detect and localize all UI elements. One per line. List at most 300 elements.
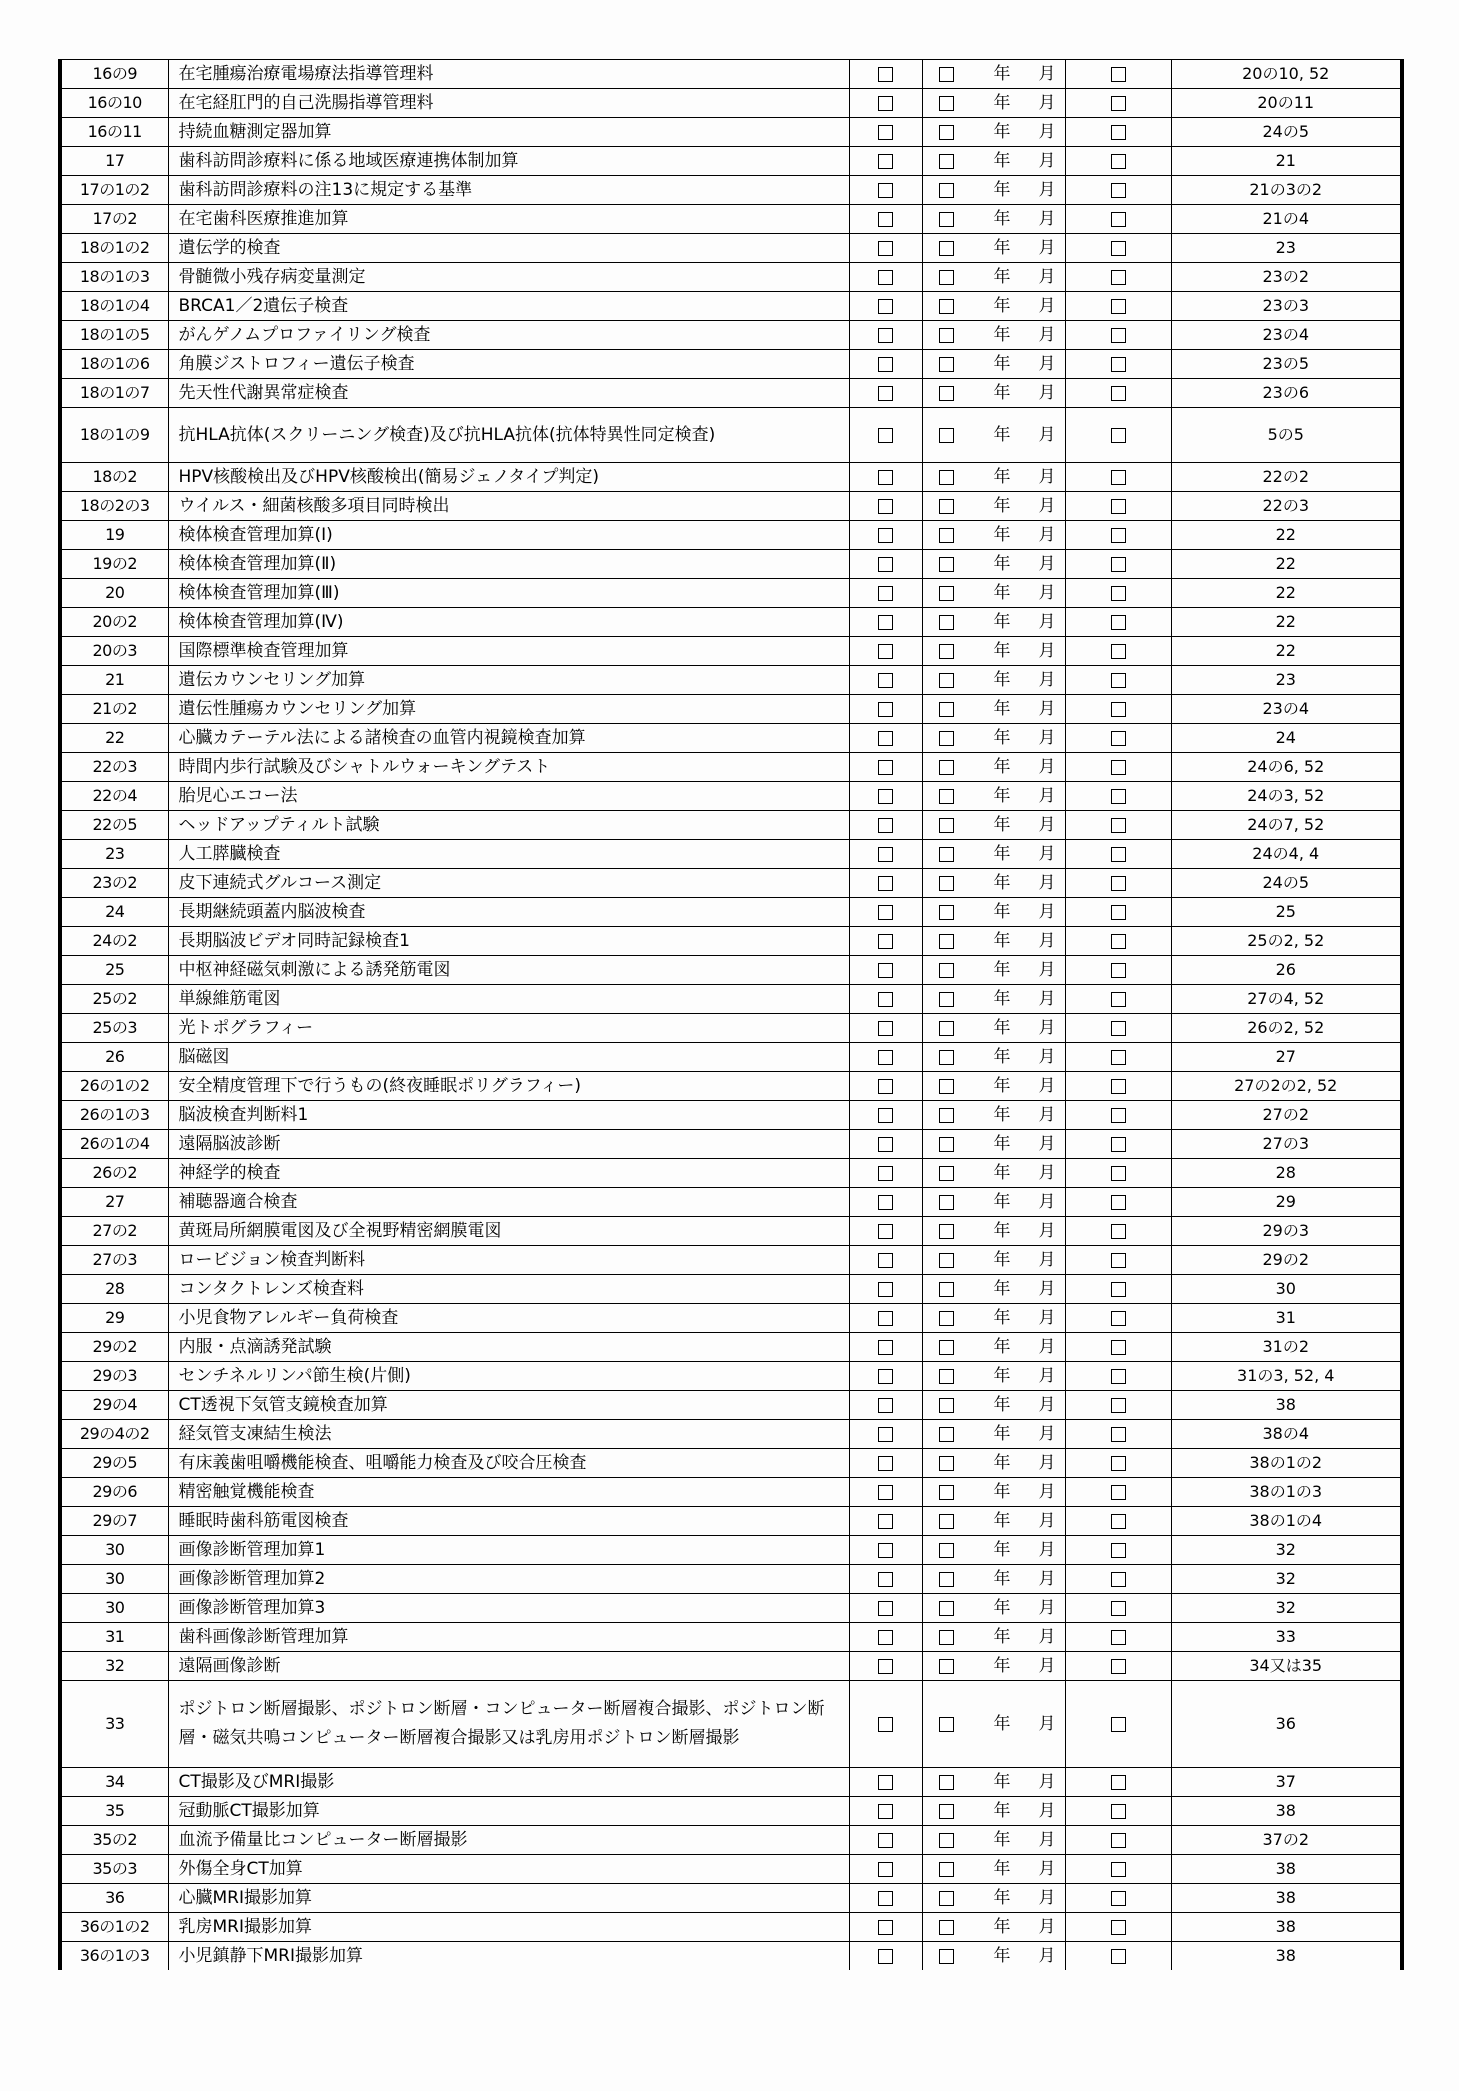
status-checkbox[interactable]	[1111, 1369, 1126, 1384]
status-checkbox[interactable]	[1111, 212, 1126, 227]
item-name: 精密触覚機能検査	[168, 1478, 849, 1507]
notified-checkbox[interactable]	[939, 386, 954, 401]
item-name: CT撮影及びMRI撮影	[168, 1768, 849, 1797]
notified-checkbox[interactable]	[939, 1311, 954, 1326]
notified-checkbox[interactable]	[939, 212, 954, 227]
applicable-checkbox[interactable]	[878, 731, 893, 746]
applicable-checkbox[interactable]	[878, 470, 893, 485]
status-checkbox[interactable]	[1111, 328, 1126, 343]
applicable-checkbox[interactable]	[878, 586, 893, 601]
item-name: 国際標準検査管理加算	[168, 637, 849, 666]
applicable-checkbox[interactable]	[878, 1079, 893, 1094]
applicable-checkbox[interactable]	[878, 992, 893, 1007]
applicable-checkbox[interactable]	[878, 1920, 893, 1935]
status-checkbox[interactable]	[1111, 1021, 1126, 1036]
form-reference: 22	[1171, 550, 1402, 579]
notified-checkbox[interactable]	[939, 615, 954, 630]
status-cell	[1065, 637, 1171, 666]
applicable-checkbox[interactable]	[878, 96, 893, 111]
status-cell	[1065, 1188, 1171, 1217]
status-checkbox[interactable]	[1111, 818, 1126, 833]
table-row	[60, 234, 1402, 263]
applicable-cell	[849, 1768, 922, 1797]
status-checkbox[interactable]	[1111, 760, 1126, 775]
item-code: 26の1の3	[60, 1101, 168, 1130]
status-cell	[1065, 1913, 1171, 1942]
notified-checkbox[interactable]	[939, 1340, 954, 1355]
notification-date-cell	[922, 869, 1065, 898]
status-checkbox[interactable]	[1111, 789, 1126, 804]
notified-checkbox[interactable]	[939, 905, 954, 920]
status-checkbox[interactable]	[1111, 1630, 1126, 1645]
form-reference: 38の1の3	[1171, 1478, 1402, 1507]
status-checkbox[interactable]	[1111, 905, 1126, 920]
table-row	[60, 1275, 1402, 1304]
item-code: 29の6	[60, 1478, 168, 1507]
table-row	[60, 1217, 1402, 1246]
status-checkbox[interactable]	[1111, 1804, 1126, 1819]
notified-checkbox[interactable]	[939, 1079, 954, 1094]
status-checkbox[interactable]	[1111, 1108, 1126, 1123]
status-checkbox[interactable]	[1111, 241, 1126, 256]
notified-checkbox[interactable]	[939, 963, 954, 978]
status-checkbox[interactable]	[1111, 154, 1126, 169]
applicable-checkbox[interactable]	[878, 328, 893, 343]
status-cell	[1065, 840, 1171, 869]
status-checkbox[interactable]	[1111, 125, 1126, 140]
item-code: 27の3	[60, 1246, 168, 1275]
applicable-checkbox[interactable]	[878, 1369, 893, 1384]
form-reference: 29	[1171, 1188, 1402, 1217]
notified-checkbox[interactable]	[939, 731, 954, 746]
status-checkbox[interactable]	[1111, 1572, 1126, 1587]
item-name: CT透視下気管支鏡検査加算	[168, 1391, 849, 1420]
status-checkbox[interactable]	[1111, 1166, 1126, 1181]
year-label: 年	[993, 425, 1011, 445]
applicable-checkbox[interactable]	[878, 673, 893, 688]
month-label: 月	[1038, 209, 1056, 229]
applicable-cell	[849, 463, 922, 492]
notified-checkbox[interactable]	[939, 299, 954, 314]
applicable-checkbox[interactable]	[878, 818, 893, 833]
status-checkbox[interactable]	[1111, 1833, 1126, 1848]
applicable-checkbox[interactable]	[878, 1630, 893, 1645]
item-code: 24の2	[60, 927, 168, 956]
year-label: 年	[993, 1163, 1011, 1183]
applicable-cell	[849, 1304, 922, 1333]
status-cell	[1065, 1275, 1171, 1304]
status-checkbox[interactable]	[1111, 1485, 1126, 1500]
status-checkbox[interactable]	[1111, 1311, 1126, 1326]
notified-checkbox[interactable]	[939, 1862, 954, 1877]
item-name: 内服・点滴誘発試験	[168, 1333, 849, 1362]
table-row	[60, 321, 1402, 350]
item-code: 27	[60, 1188, 168, 1217]
notified-checkbox[interactable]	[939, 1543, 954, 1558]
year-label: 年	[993, 1221, 1011, 1241]
notified-checkbox[interactable]	[939, 96, 954, 111]
form-reference: 38	[1171, 1942, 1402, 1971]
status-checkbox[interactable]	[1111, 1050, 1126, 1065]
notified-checkbox[interactable]	[939, 1050, 954, 1065]
applicable-checkbox[interactable]	[878, 876, 893, 891]
status-checkbox[interactable]	[1111, 1079, 1126, 1094]
item-name: 画像診断管理加算1	[168, 1536, 849, 1565]
status-checkbox[interactable]	[1111, 644, 1126, 659]
year-label: 年	[993, 641, 1011, 661]
notification-date-cell	[922, 60, 1065, 89]
applicable-checkbox[interactable]	[878, 499, 893, 514]
notified-checkbox[interactable]	[939, 673, 954, 688]
applicable-checkbox[interactable]	[878, 299, 893, 314]
status-checkbox[interactable]	[1111, 934, 1126, 949]
notification-date-cell	[922, 1043, 1065, 1072]
applicable-checkbox[interactable]	[878, 1833, 893, 1848]
status-cell	[1065, 205, 1171, 234]
table-row	[60, 1304, 1402, 1333]
form-reference: 24の4, 4	[1171, 840, 1402, 869]
status-checkbox[interactable]	[1111, 1340, 1126, 1355]
applicable-checkbox[interactable]	[878, 905, 893, 920]
notified-checkbox[interactable]	[939, 328, 954, 343]
applicable-checkbox[interactable]	[878, 1485, 893, 1500]
notified-checkbox[interactable]	[939, 992, 954, 1007]
applicable-checkbox[interactable]	[878, 125, 893, 140]
status-cell	[1065, 811, 1171, 840]
applicable-checkbox[interactable]	[878, 1456, 893, 1471]
applicable-cell	[849, 1623, 922, 1652]
status-checkbox[interactable]	[1111, 386, 1126, 401]
notified-checkbox[interactable]	[939, 183, 954, 198]
applicable-checkbox[interactable]	[878, 963, 893, 978]
status-checkbox[interactable]	[1111, 615, 1126, 630]
applicable-cell	[849, 1478, 922, 1507]
applicable-checkbox[interactable]	[878, 67, 893, 82]
item-name: 時間内歩行試験及びシャトルウォーキングテスト	[168, 753, 849, 782]
table-row	[60, 1478, 1402, 1507]
applicable-checkbox[interactable]	[878, 1224, 893, 1239]
year-label: 年	[993, 1192, 1011, 1212]
month-label: 月	[1038, 670, 1056, 690]
year-label: 年	[993, 699, 1011, 719]
applicable-checkbox[interactable]	[878, 760, 893, 775]
notified-checkbox[interactable]	[939, 1717, 954, 1732]
status-checkbox[interactable]	[1111, 557, 1126, 572]
notified-checkbox[interactable]	[939, 270, 954, 285]
year-label: 年	[993, 902, 1011, 922]
status-checkbox[interactable]	[1111, 1514, 1126, 1529]
notification-date-cell	[922, 782, 1065, 811]
notified-checkbox[interactable]	[939, 1021, 954, 1036]
applicable-cell	[849, 1536, 922, 1565]
status-checkbox[interactable]	[1111, 1949, 1126, 1964]
form-reference: 23の5	[1171, 350, 1402, 379]
status-checkbox[interactable]	[1111, 992, 1126, 1007]
status-checkbox[interactable]	[1111, 183, 1126, 198]
applicable-checkbox[interactable]	[878, 386, 893, 401]
status-checkbox[interactable]	[1111, 1543, 1126, 1558]
table-row	[60, 89, 1402, 118]
applicable-cell	[849, 147, 922, 176]
notified-checkbox[interactable]	[939, 876, 954, 891]
notified-checkbox[interactable]	[939, 1369, 954, 1384]
notified-checkbox[interactable]	[939, 154, 954, 169]
status-checkbox[interactable]	[1111, 528, 1126, 543]
applicable-checkbox[interactable]	[878, 789, 893, 804]
status-checkbox[interactable]	[1111, 428, 1126, 443]
notified-checkbox[interactable]	[939, 644, 954, 659]
status-checkbox[interactable]	[1111, 1282, 1126, 1297]
notification-date-cell	[922, 463, 1065, 492]
applicable-checkbox[interactable]	[878, 1166, 893, 1181]
notified-checkbox[interactable]	[939, 241, 954, 256]
month-label: 月	[1038, 1250, 1056, 1270]
applicable-checkbox[interactable]	[878, 1514, 893, 1529]
status-cell	[1065, 1449, 1171, 1478]
applicable-checkbox[interactable]	[878, 1949, 893, 1964]
notified-checkbox[interactable]	[939, 1253, 954, 1268]
status-checkbox[interactable]	[1111, 1137, 1126, 1152]
notified-checkbox[interactable]	[939, 557, 954, 572]
applicable-checkbox[interactable]	[878, 428, 893, 443]
notified-checkbox[interactable]	[939, 1166, 954, 1181]
month-label: 月	[1038, 815, 1056, 835]
notification-date-cell	[922, 205, 1065, 234]
notified-checkbox[interactable]	[939, 1398, 954, 1413]
status-checkbox[interactable]	[1111, 1224, 1126, 1239]
status-checkbox[interactable]	[1111, 67, 1126, 82]
status-checkbox[interactable]	[1111, 1659, 1126, 1674]
notified-checkbox[interactable]	[939, 1659, 954, 1674]
notification-date-cell	[922, 724, 1065, 753]
year-label: 年	[993, 1134, 1011, 1154]
item-name: 遺伝性腫瘍カウンセリング加算	[168, 695, 849, 724]
notified-checkbox[interactable]	[939, 934, 954, 949]
item-name: 光トポグラフィー	[168, 1014, 849, 1043]
applicable-checkbox[interactable]	[878, 154, 893, 169]
item-code: 36の1の3	[60, 1942, 168, 1971]
year-label: 年	[993, 931, 1011, 951]
notified-checkbox[interactable]	[939, 1485, 954, 1500]
status-checkbox[interactable]	[1111, 1456, 1126, 1471]
item-name: ロービジョン検査判断料	[168, 1246, 849, 1275]
item-name: がんゲノムプロファイリング検査	[168, 321, 849, 350]
notified-checkbox[interactable]	[939, 789, 954, 804]
notified-checkbox[interactable]	[939, 1427, 954, 1442]
item-name: 心臓カテーテル法による諸検査の血管内視鏡検査加算	[168, 724, 849, 753]
status-checkbox[interactable]	[1111, 499, 1126, 514]
applicable-checkbox[interactable]	[878, 1340, 893, 1355]
status-checkbox[interactable]	[1111, 1601, 1126, 1616]
applicable-checkbox[interactable]	[878, 934, 893, 949]
applicable-checkbox[interactable]	[878, 183, 893, 198]
applicable-checkbox[interactable]	[878, 1717, 893, 1732]
notified-checkbox[interactable]	[939, 586, 954, 601]
form-reference: 22の2	[1171, 463, 1402, 492]
applicable-checkbox[interactable]	[878, 357, 893, 372]
notified-checkbox[interactable]	[939, 1804, 954, 1819]
notified-checkbox[interactable]	[939, 1833, 954, 1848]
table-row	[60, 1884, 1402, 1913]
status-checkbox[interactable]	[1111, 586, 1126, 601]
status-checkbox[interactable]	[1111, 1920, 1126, 1935]
applicable-checkbox[interactable]	[878, 1311, 893, 1326]
notified-checkbox[interactable]	[939, 499, 954, 514]
month-label: 月	[1038, 1540, 1056, 1560]
applicable-checkbox[interactable]	[878, 1021, 893, 1036]
notification-date-cell	[922, 840, 1065, 869]
applicable-checkbox[interactable]	[878, 1398, 893, 1413]
applicable-checkbox[interactable]	[878, 1804, 893, 1819]
notified-checkbox[interactable]	[939, 1195, 954, 1210]
table-row	[60, 521, 1402, 550]
applicable-checkbox[interactable]	[878, 644, 893, 659]
table-row	[60, 782, 1402, 811]
notified-checkbox[interactable]	[939, 847, 954, 862]
status-checkbox[interactable]	[1111, 876, 1126, 891]
status-checkbox[interactable]	[1111, 1775, 1126, 1790]
item-code: 26の1の2	[60, 1072, 168, 1101]
applicable-checkbox[interactable]	[878, 270, 893, 285]
status-cell	[1065, 118, 1171, 147]
notification-date-cell	[922, 1855, 1065, 1884]
applicable-checkbox[interactable]	[878, 1050, 893, 1065]
applicable-checkbox[interactable]	[878, 615, 893, 630]
year-label: 年	[993, 757, 1011, 777]
applicable-checkbox[interactable]	[878, 1137, 893, 1152]
applicable-checkbox[interactable]	[878, 528, 893, 543]
status-checkbox[interactable]	[1111, 1717, 1126, 1732]
status-checkbox[interactable]	[1111, 96, 1126, 111]
year-label: 年	[993, 1105, 1011, 1125]
notification-date-cell	[922, 1507, 1065, 1536]
status-checkbox[interactable]	[1111, 731, 1126, 746]
applicable-cell	[849, 1333, 922, 1362]
notification-date-cell	[922, 379, 1065, 408]
notified-checkbox[interactable]	[939, 1282, 954, 1297]
notified-checkbox[interactable]	[939, 67, 954, 82]
status-checkbox[interactable]	[1111, 1862, 1126, 1877]
form-reference: 33	[1171, 1623, 1402, 1652]
notified-checkbox[interactable]	[939, 125, 954, 140]
applicable-checkbox[interactable]	[878, 557, 893, 572]
item-code: 18の1の4	[60, 292, 168, 321]
notified-checkbox[interactable]	[939, 1601, 954, 1616]
applicable-checkbox[interactable]	[878, 1282, 893, 1297]
notification-date-cell	[922, 1652, 1065, 1681]
applicable-checkbox[interactable]	[878, 212, 893, 227]
applicable-checkbox[interactable]	[878, 1427, 893, 1442]
notified-checkbox[interactable]	[939, 1949, 954, 1964]
status-checkbox[interactable]	[1111, 1253, 1126, 1268]
status-cell	[1065, 176, 1171, 205]
month-label: 月	[1038, 93, 1056, 113]
notified-checkbox[interactable]	[939, 1456, 954, 1471]
applicable-checkbox[interactable]	[878, 1891, 893, 1906]
item-code: 17の1の2	[60, 176, 168, 205]
item-code: 29の2	[60, 1333, 168, 1362]
status-cell	[1065, 521, 1171, 550]
status-checkbox[interactable]	[1111, 847, 1126, 862]
status-cell	[1065, 1304, 1171, 1333]
month-label: 月	[1038, 1424, 1056, 1444]
applicable-checkbox[interactable]	[878, 702, 893, 717]
notified-checkbox[interactable]	[939, 1630, 954, 1645]
status-checkbox[interactable]	[1111, 702, 1126, 717]
notified-checkbox[interactable]	[939, 1891, 954, 1906]
applicable-checkbox[interactable]	[878, 1775, 893, 1790]
notified-checkbox[interactable]	[939, 760, 954, 775]
applicable-checkbox[interactable]	[878, 847, 893, 862]
applicable-checkbox[interactable]	[878, 1659, 893, 1674]
item-name: 冠動脈CT撮影加算	[168, 1797, 849, 1826]
notified-checkbox[interactable]	[939, 1920, 954, 1935]
form-reference: 22	[1171, 521, 1402, 550]
status-checkbox[interactable]	[1111, 1398, 1126, 1413]
item-code: 29の7	[60, 1507, 168, 1536]
status-cell	[1065, 60, 1171, 89]
applicable-cell	[849, 927, 922, 956]
notified-checkbox[interactable]	[939, 1137, 954, 1152]
status-checkbox[interactable]	[1111, 299, 1126, 314]
notified-checkbox[interactable]	[939, 1775, 954, 1790]
notified-checkbox[interactable]	[939, 428, 954, 443]
status-checkbox[interactable]	[1111, 673, 1126, 688]
applicable-checkbox[interactable]	[878, 241, 893, 256]
status-checkbox[interactable]	[1111, 963, 1126, 978]
form-reference: 29の3	[1171, 1217, 1402, 1246]
month-label: 月	[1038, 1221, 1056, 1241]
year-label: 年	[993, 728, 1011, 748]
year-label: 年	[993, 467, 1011, 487]
notified-checkbox[interactable]	[939, 818, 954, 833]
form-reference: 27の2	[1171, 1101, 1402, 1130]
notified-checkbox[interactable]	[939, 528, 954, 543]
status-checkbox[interactable]	[1111, 1427, 1126, 1442]
item-code: 30	[60, 1565, 168, 1594]
status-checkbox[interactable]	[1111, 270, 1126, 285]
month-label: 月	[1038, 641, 1056, 661]
status-checkbox[interactable]	[1111, 470, 1126, 485]
month-label: 月	[1038, 1511, 1056, 1531]
status-checkbox[interactable]	[1111, 1195, 1126, 1210]
notification-date-cell	[922, 811, 1065, 840]
applicable-checkbox[interactable]	[878, 1862, 893, 1877]
applicable-checkbox[interactable]	[878, 1253, 893, 1268]
item-name: 補聴器適合検査	[168, 1188, 849, 1217]
year-label: 年	[993, 93, 1011, 113]
notified-checkbox[interactable]	[939, 1514, 954, 1529]
status-checkbox[interactable]	[1111, 357, 1126, 372]
applicable-checkbox[interactable]	[878, 1572, 893, 1587]
notified-checkbox[interactable]	[939, 1108, 954, 1123]
notified-checkbox[interactable]	[939, 357, 954, 372]
notified-checkbox[interactable]	[939, 1572, 954, 1587]
applicable-cell	[849, 898, 922, 927]
status-cell	[1065, 1652, 1171, 1681]
status-checkbox[interactable]	[1111, 1891, 1126, 1906]
applicable-checkbox[interactable]	[878, 1195, 893, 1210]
form-reference: 30	[1171, 1275, 1402, 1304]
notified-checkbox[interactable]	[939, 1224, 954, 1239]
notified-checkbox[interactable]	[939, 470, 954, 485]
applicable-checkbox[interactable]	[878, 1108, 893, 1123]
notification-date-cell	[922, 1884, 1065, 1913]
applicable-checkbox[interactable]	[878, 1601, 893, 1616]
notified-checkbox[interactable]	[939, 702, 954, 717]
applicable-checkbox[interactable]	[878, 1543, 893, 1558]
item-name: 検体検査管理加算(Ⅲ)	[168, 579, 849, 608]
